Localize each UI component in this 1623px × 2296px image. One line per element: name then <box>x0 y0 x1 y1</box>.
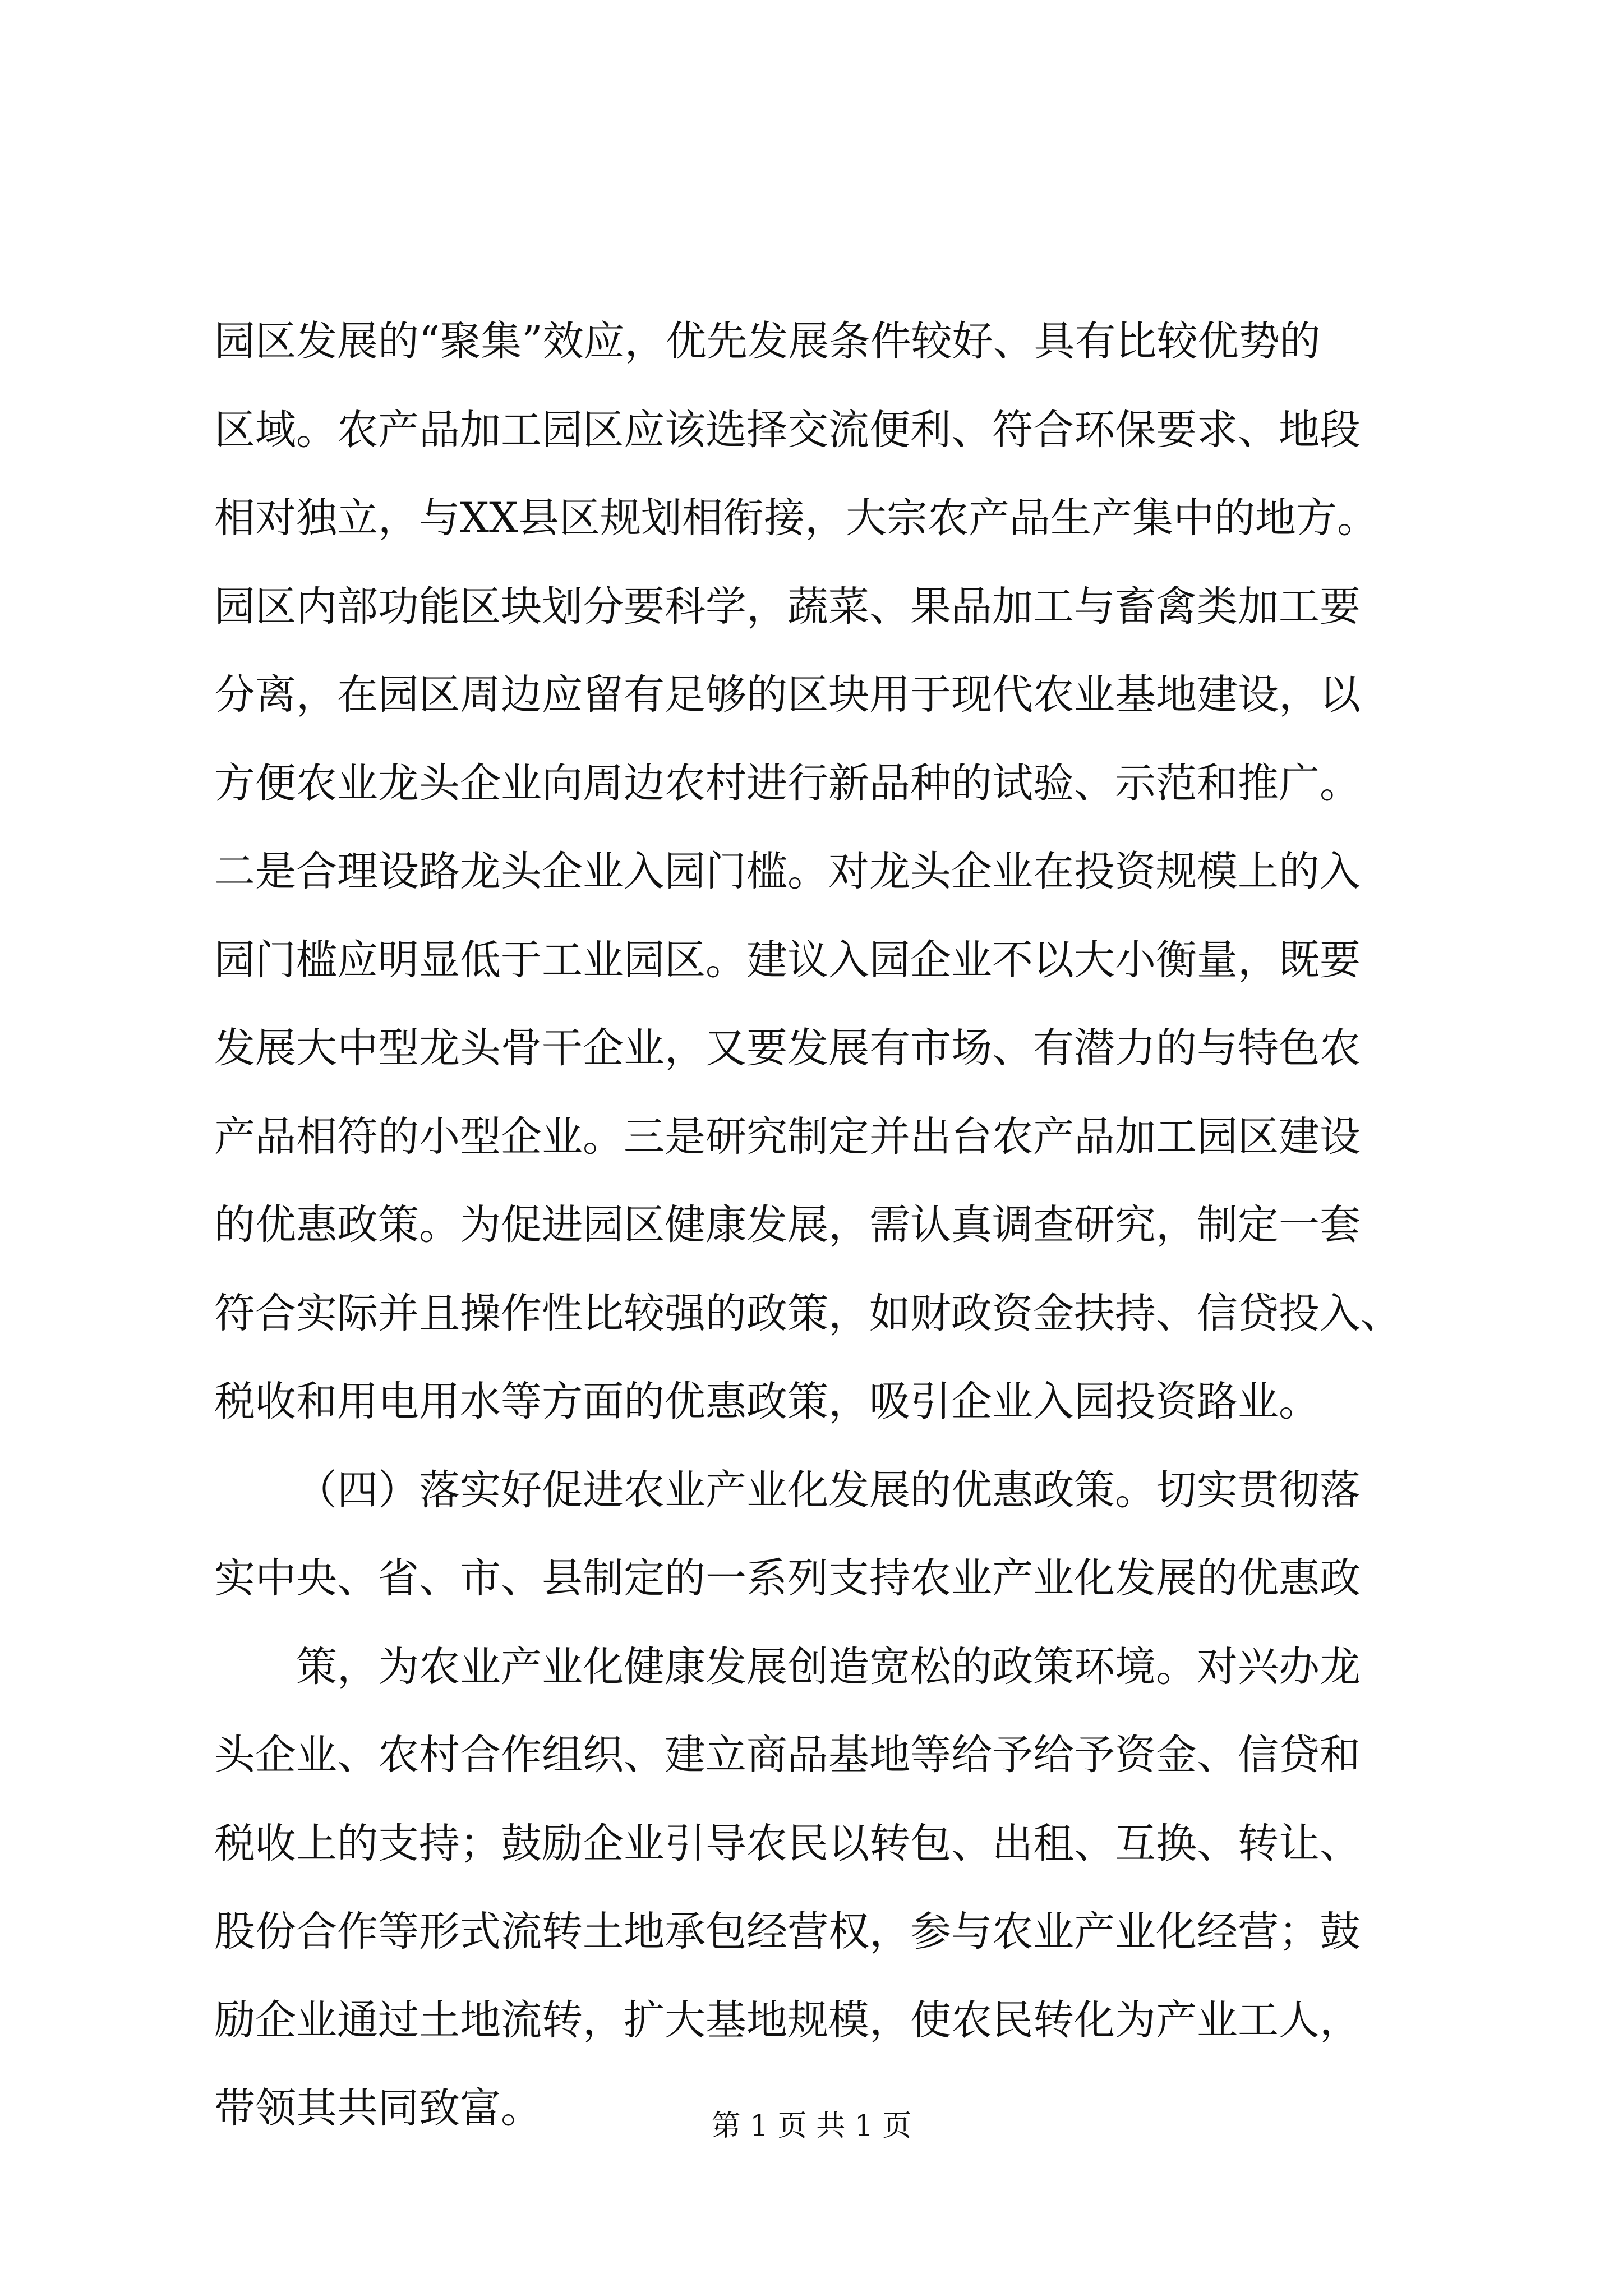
text-line: 实中央、省、市、县制定的一系列支持农业产业化发展的优惠政 <box>214 1554 1361 1602</box>
text-line: 策，为农业产业化健康发展创造宽松的政策环境。对兴办龙 <box>296 1642 1361 1691</box>
text-line: 园区发展的“聚集”效应，优先发展条件较好、具有比较优势的 <box>214 318 1321 365</box>
text-line: 相对独立，与XX县区规划相衔接，大宗农产品生产集中的地方。 <box>214 494 1378 542</box>
text-line: 分离，在园区周边应留有足够的区块用于现代农业基地建设，以 <box>214 671 1361 719</box>
text-line: 产品相符的小型企业。三是研究制定并出台农产品加工园区建设 <box>214 1112 1361 1161</box>
text-line: 税收和用电用水等方面的优惠政策，吸引企业入园投资路业。 <box>214 1378 1320 1425</box>
body-text <box>214 297 1409 2153</box>
page-footer: 第 1 页 共 1 页 <box>711 2109 912 2143</box>
text-line: 发展大中型龙头骨干企业，又要发展有市场、有潜力的与特色农 <box>214 1024 1361 1072</box>
text-line: 二是合理设路龙头企业入园门槛。对龙头企业在投资规模上的入 <box>214 848 1361 895</box>
text-line: 园区内部功能区块划分要科学，蔬菜、果品加工与畜禽类加工要 <box>214 582 1361 631</box>
text-line: 的优惠政策。为促进园区健康发展，需认真调查研究，制定一套 <box>214 1201 1361 1249</box>
text-line: 园门槛应明显低于工业园区。建议入园企业不以大小衡量，既要 <box>214 936 1361 984</box>
text-line: 带领其共同致富。 <box>214 2085 542 2132</box>
text-line: （四）落实好促进农业产业化发展的优惠政策。切实贯彻落 <box>296 1466 1361 1514</box>
text-line: 股份合作等形式流转土地承包经营权，参与农业产业化经营；鼓 <box>214 1908 1361 1955</box>
text-line: 税收上的支持；鼓励企业引导农民以转包、出租、互换、转让、 <box>214 1819 1361 1867</box>
text-line: 符合实际并且操作性比较强的政策，如财政资金扶持、信贷投入、 <box>214 1289 1401 1337</box>
text-line: 励企业通过土地流转，扩大基地规模，使农民转化为产业工人， <box>214 1996 1361 2044</box>
text-line: 头企业、农村合作组织、建立商品基地等给予给予资金、信贷和 <box>214 1731 1361 1779</box>
text-line: 区域。农产品加工园区应该选择交流便利、符合环保要求、地段 <box>214 406 1361 454</box>
text-line: 方便农业龙头企业向周边农村进行新品种的试验、示范和推广。 <box>214 759 1361 807</box>
